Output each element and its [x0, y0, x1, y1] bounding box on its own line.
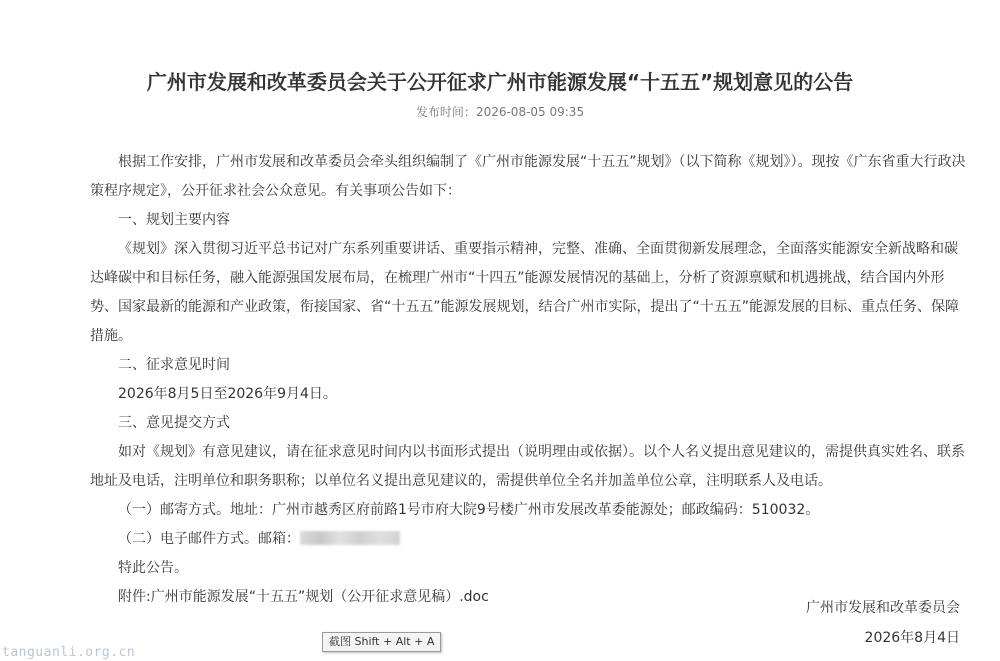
section-body-time: 2026年8月5日至2026年9月4日。: [118, 386, 337, 402]
publish-info: [0, 103, 1000, 120]
email-method: [90, 525, 966, 554]
mail-method: （一）邮寄方式。地址：广州市越秀区府前路1号市府大院9号楼广州市发展改革委能源处；邮政编码：510032。: [118, 502, 820, 518]
screenshot-tooltip: 截图 Shift + Alt + A: [322, 632, 441, 652]
section-body-submission: 如对《规划》有意见建议，请在征求意见时间内以书面形式提出（说明理由或依据）。以个人名义提出意见建议的，需提供真实姓名、联系地址及电话，注明单位和职务职称；以单位名义提出意见建议的，需提供单位全名并加盖单位公章，注明联系人及电话。: [90, 444, 965, 489]
signature-org: 广州市发展和改革委员会: [806, 600, 960, 616]
article-content: [90, 148, 966, 612]
attachment-link[interactable]: 广州市能源发展“十五五”规划（公开征求意见稿）.doc: [150, 589, 489, 605]
attachment-label: 附件:: [118, 589, 151, 605]
site-watermark: tanguanli.org.cn: [2, 645, 136, 660]
page-title: 广州市发展和改革委员会关于公开征求广州市能源发展“十五五”规划意见的公告: [146, 70, 854, 94]
redacted-email: [300, 531, 400, 545]
closing-text: 特此公告。: [118, 560, 188, 576]
section-heading-content: 一、规划主要内容: [118, 212, 230, 228]
publish-label: 发布时间：: [415, 105, 476, 119]
section-body-content: 《规划》深入贯彻习近平总书记对广东系列重要讲话、重要指示精神，完整、准确、全面贯彻新发展理念，全面落实能源安全新战略和碳达峰碳中和目标任务，融入能源强国发展布局，在梳理广州市“十四五”能源发展情况的基础上，分析了资源禀赋和机遇挑战，结合国内外形势、国家最新的能源和产业政策，衔接国家、省“十五五”能源发展规划，结合广州市实际，提出了“十五五”能源发展的目标、重点任务、保障措施。: [90, 241, 960, 344]
section-heading-time: 二、征求意见时间: [118, 357, 230, 373]
email-method-label: （二）电子邮件方式。邮箱：: [118, 531, 300, 547]
publish-time: 2026-08-05 09:35: [475, 105, 585, 119]
intro-paragraph: 根据工作安排，广州市发展和改革委员会牵头组织编制了《广州市能源发展“十五五”规划》（以下简称《规划》）。现按《广东省重大行政决策程序规定》，公开征求社会公众意见。有关事项公告如下：: [90, 154, 966, 199]
signature-date: 2026年8月4日: [864, 630, 960, 646]
section-heading-submission: 三、意见提交方式: [118, 415, 230, 431]
